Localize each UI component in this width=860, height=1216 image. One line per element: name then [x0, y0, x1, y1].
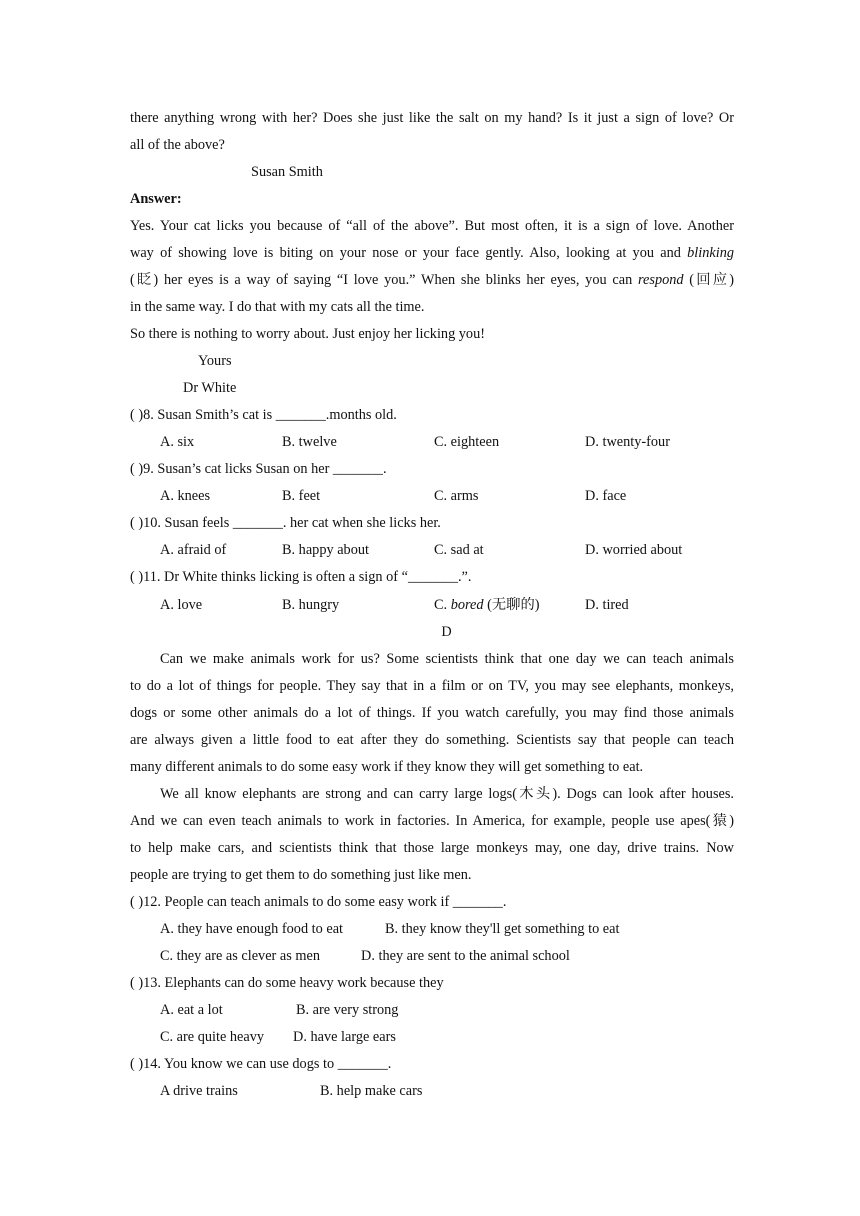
answer-line: Yes. Your cat licks you because of “all of the above”. But most often, it is a sign of love. Another [130, 218, 734, 234]
answer-signer: Dr White [183, 380, 237, 396]
passage-line: Can we make animals work for us? Some scientists think that one day we can teach animals [160, 651, 734, 667]
option-b: B. happy about [282, 542, 369, 558]
option-a: A. love [160, 597, 203, 613]
option-b: B. hungry [282, 597, 340, 613]
option-a: A. knees [160, 488, 211, 504]
question-stem: ( )9. Susan’s cat licks Susan on her _______. [130, 461, 387, 477]
passage-line: to do a lot of things for people. They say that in a film or on TV, you may see elephants, monkeys, [130, 678, 734, 694]
passage-line: And we can even teach animals to work in factories. In America, for example, people use apes(猿) [130, 813, 734, 829]
option-b: B. help make cars [320, 1083, 423, 1099]
option-a: A. they have enough food to eat [160, 921, 344, 937]
passage-line: people are trying to get them to do something just like men. [130, 867, 472, 883]
option-c: C. bored (无聊的) [434, 597, 540, 613]
option-a: A. afraid of [160, 542, 227, 558]
option-a: A. six [160, 434, 195, 450]
option-c: C. they are as clever as men [160, 948, 320, 964]
option-d: D. twenty-four [585, 434, 670, 450]
passage-line: many different animals to do some easy work if they know they will get something to eat. [130, 759, 644, 775]
answer-closing: Yours [198, 353, 232, 369]
letter-signature: Susan Smith [251, 164, 323, 180]
question-stem: ( )14. You know we can use dogs to _______. [130, 1056, 392, 1072]
letter-line: there anything wrong with her? Does she just like the salt on my hand? Is it just a sign of love? Or [130, 110, 734, 126]
question-stem: ( )12. People can teach animals to do some easy work if _______. [130, 894, 507, 910]
letter-line: all of the above? [130, 137, 225, 153]
passage-line: are always given a little food to eat after they do something. Scientists say that people can teach [130, 732, 734, 748]
option-c: C. are quite heavy [160, 1029, 265, 1045]
option-c: C. arms [434, 488, 479, 504]
option-b: B. are very strong [296, 1002, 399, 1018]
passage-line: to help make cars, and scientists think that those large monkeys may, one day, drive trains. Now [130, 840, 734, 856]
question-stem: ( )11. Dr White thinks licking is often a sign of “_______.”. [130, 569, 472, 585]
option-a: A drive trains [160, 1083, 238, 1099]
option-b: B. twelve [282, 434, 337, 450]
option-d: D. worried about [585, 542, 683, 558]
option-d: D. they are sent to the animal school [361, 948, 570, 964]
question-stem: ( )13. Elephants can do some heavy work because they [130, 975, 444, 991]
answer-line: So there is nothing to worry about. Just enjoy her licking you! [130, 326, 485, 342]
option-d: D. face [585, 488, 627, 504]
option-a: A. eat a lot [160, 1002, 223, 1018]
option-d: D. have large ears [293, 1029, 396, 1045]
answer-heading: Answer: [130, 191, 182, 207]
question-stem: ( )10. Susan feels _______. her cat when she licks her. [130, 515, 441, 531]
passage-line: We all know elephants are strong and can carry large logs(木头). Dogs can look after houses. [160, 786, 734, 802]
option-c: C. sad at [434, 542, 484, 558]
option-c: C. eighteen [434, 434, 500, 450]
answer-line: in the same way. I do that with my cats all the time. [130, 299, 425, 315]
option-b: B. feet [282, 488, 321, 504]
answer-line: (眨) her eyes is a way of saying “I love you.” When she blinks her eyes, you can respond (回应) [130, 272, 734, 288]
question-stem: ( )8. Susan Smith’s cat is _______.months old. [130, 407, 397, 423]
option-d: D. tired [585, 597, 629, 613]
section-label: D [441, 624, 452, 640]
passage-line: dogs or some other animals do a lot of things. If you watch carefully, you may find those animals [130, 705, 734, 721]
answer-line: way of showing love is biting on your nose or your face gently. Also, looking at you and blinking [130, 245, 734, 261]
option-b: B. they know they'll get something to eat [385, 921, 620, 937]
